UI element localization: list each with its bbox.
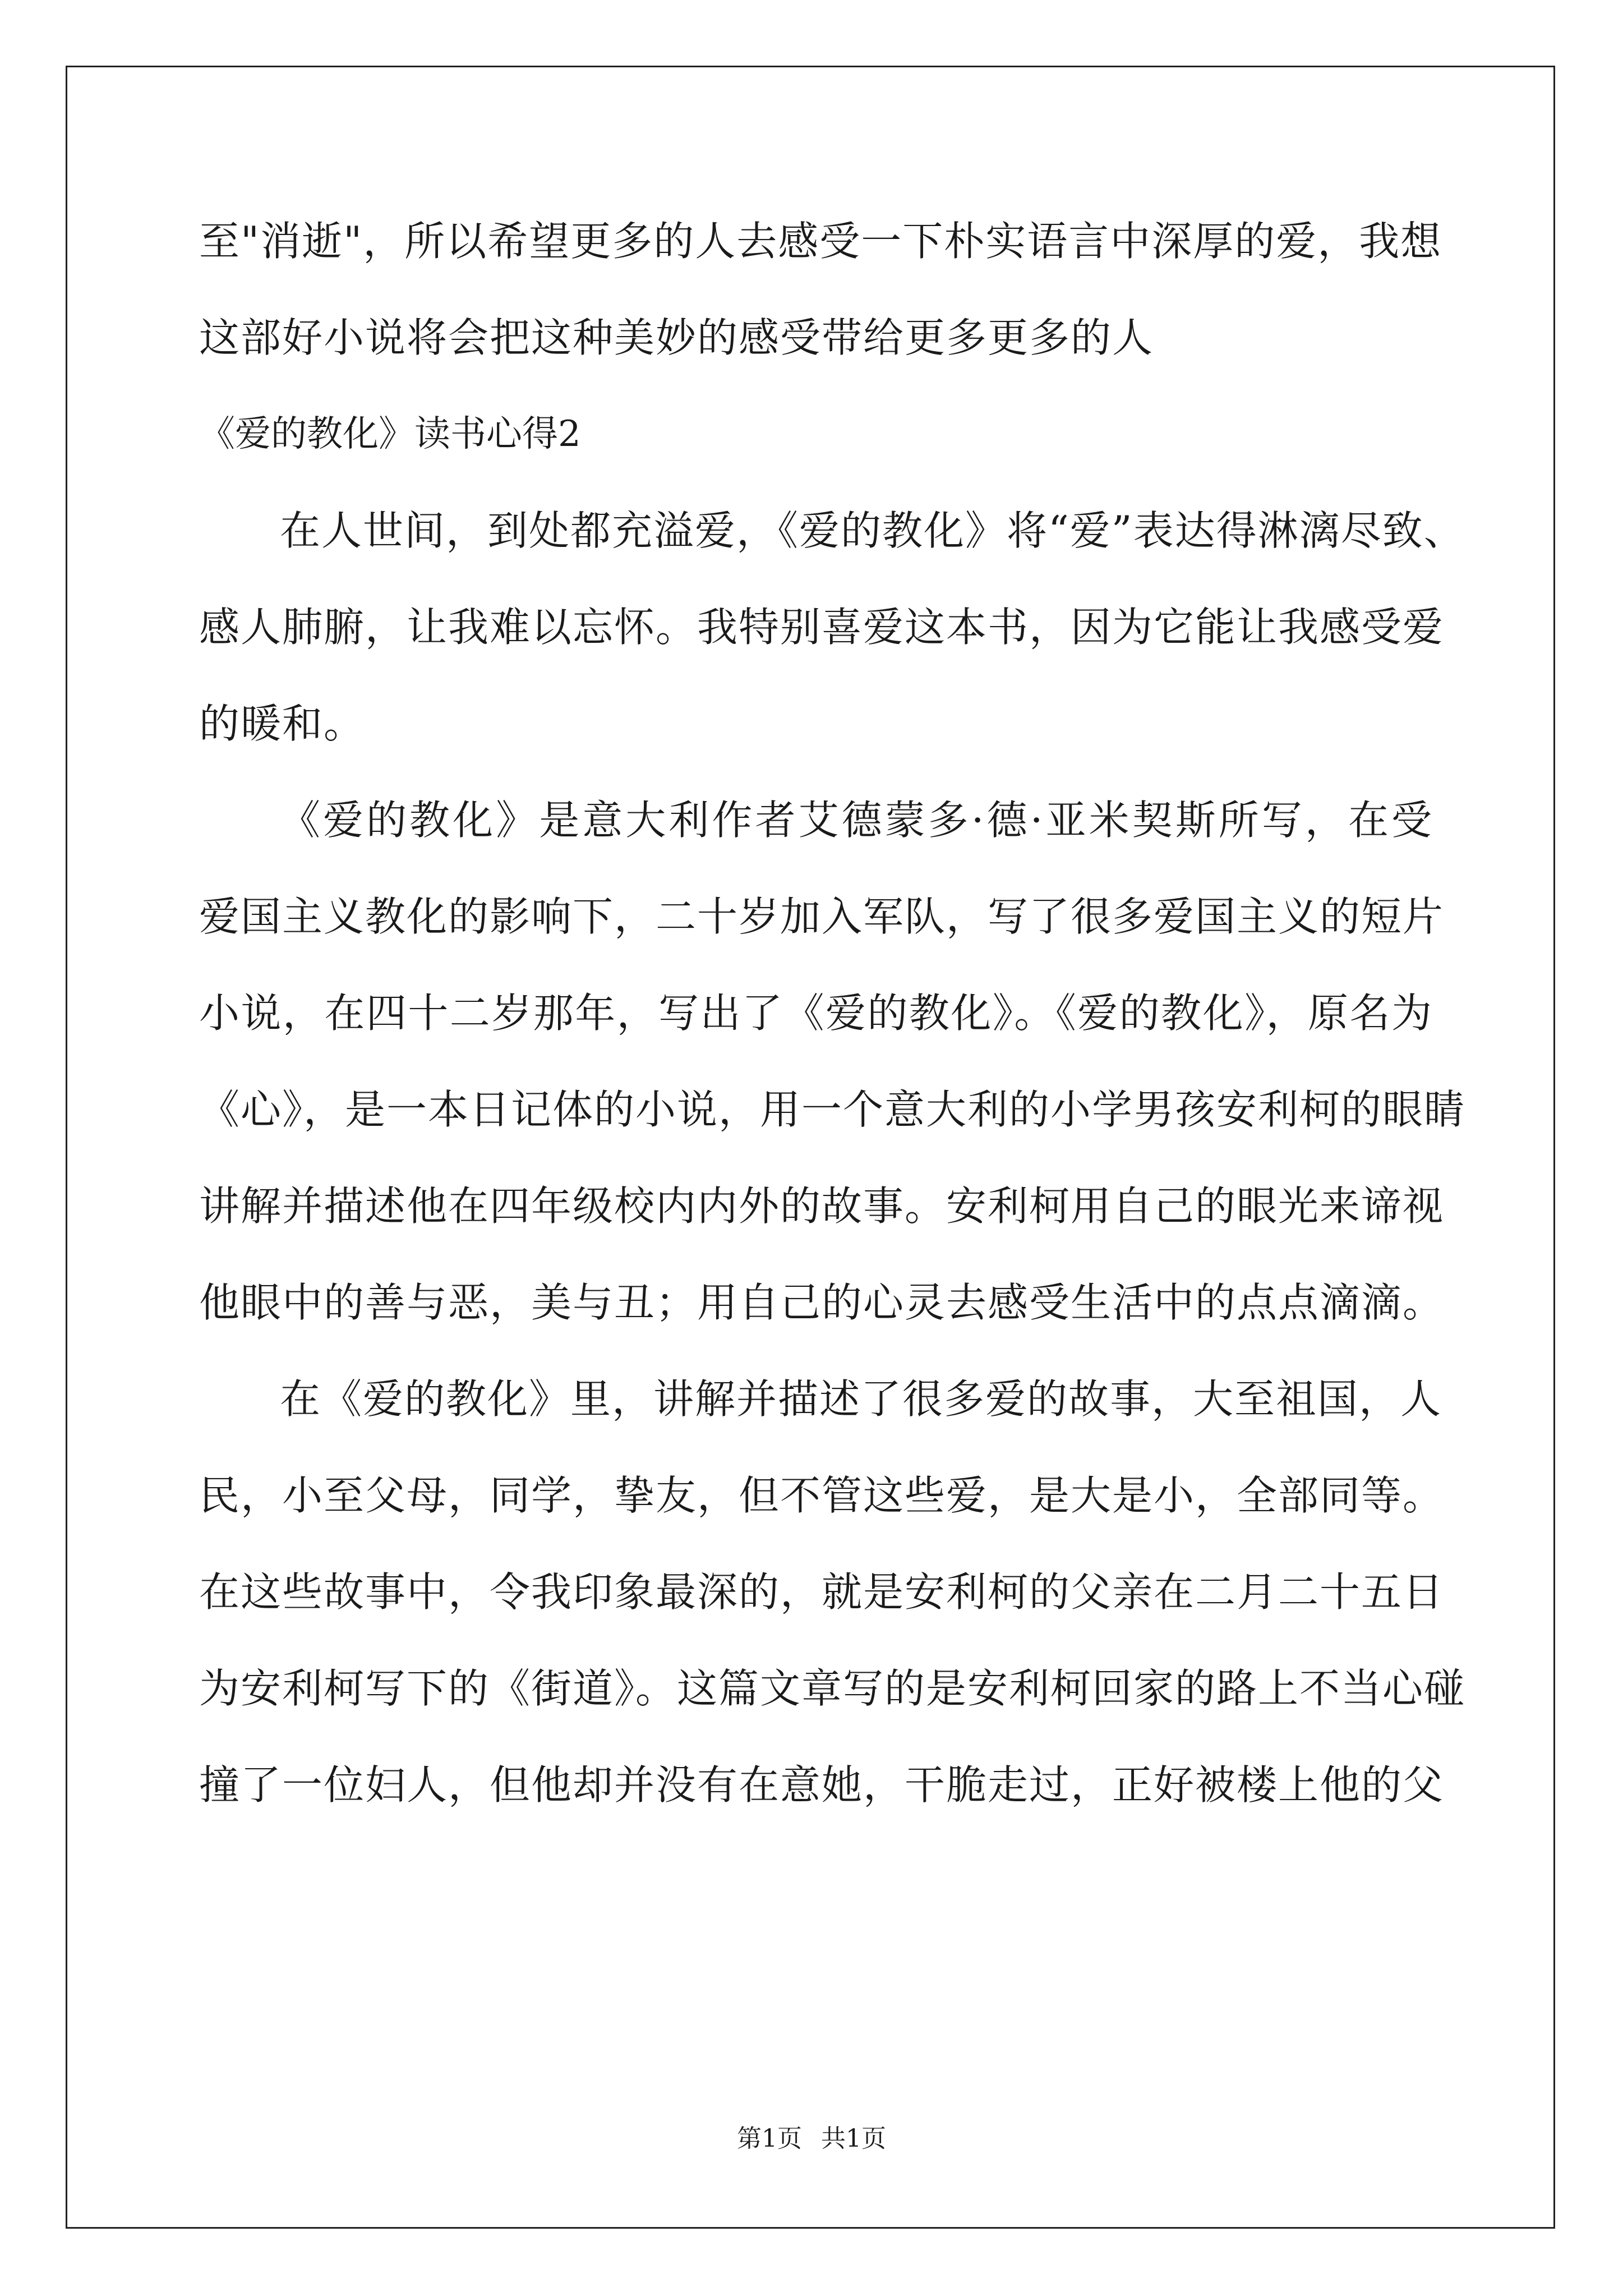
paragraph-line: 讲解并描述他在四年级校内内外的故事。安利柯用自己的眼光来谛视 <box>199 1182 1445 1230</box>
document-body <box>199 218 1466 1859</box>
section-heading: 《爱的教化》读书心得2 <box>199 413 581 455</box>
paragraph-line: 小说，在四十二岁那年，写出了《爱的教化》。《爱的教化》，原名为 <box>199 990 1433 1037</box>
page-footer <box>0 2125 1623 2153</box>
paragraph-line: 的暖和。 <box>199 700 366 747</box>
paragraph-line: 《爱的教化》是意大利作者艾德蒙多·德·亚米契斯所写，在受 <box>280 797 1433 844</box>
paragraph-line: 为安利柯写下的《街道》。这篇文章写的是安利柯回家的路上不当心碰 <box>199 1665 1466 1712</box>
page-total: 共1页 <box>821 2124 886 2153</box>
paragraph-line: 感人肺腑，让我难以忘怀。我特别喜爱这本书，因为它能让我感受爱 <box>199 604 1445 651</box>
paragraph-line: 在人世间，到处都充溢爱，《爱的教化》将“爱”表达得淋漓尽致、 <box>280 507 1465 554</box>
paragraph-line: 至"消逝"，所以希望更多的人去感受一下朴实语言中深厚的爱，我想 <box>199 218 1442 265</box>
paragraph-line: 在《爱的教化》里，讲解并描述了很多爱的故事，大至祖国，人 <box>280 1375 1442 1423</box>
paragraph-line: 撞了一位妇人，但他却并没有在意她，干脆走过，正好被楼上他的父 <box>199 1761 1445 1809</box>
paragraph-line: 《心》，是一本日记体的小说，用一个意大利的小学男孩安利柯的眼睛 <box>199 1086 1466 1133</box>
paragraph-line: 这部好小说将会把这种美妙的感受带给更多更多的人 <box>199 314 1154 361</box>
paragraph-line: 在这些故事中，令我印象最深的，就是安利柯的父亲在二月二十五日 <box>199 1568 1445 1616</box>
paragraph-line: 爱国主义教化的影响下，二十岁加入军队，写了很多爱国主义的短片 <box>199 893 1445 940</box>
page-number: 第1页 <box>737 2124 802 2153</box>
paragraph-line: 他眼中的善与恶，美与丑；用自己的心灵去感受生活中的点点滴滴。 <box>199 1279 1445 1326</box>
paragraph-line: 民，小至父母，同学，挚友，但不管这些爱，是大是小，全部同等。 <box>199 1472 1445 1519</box>
